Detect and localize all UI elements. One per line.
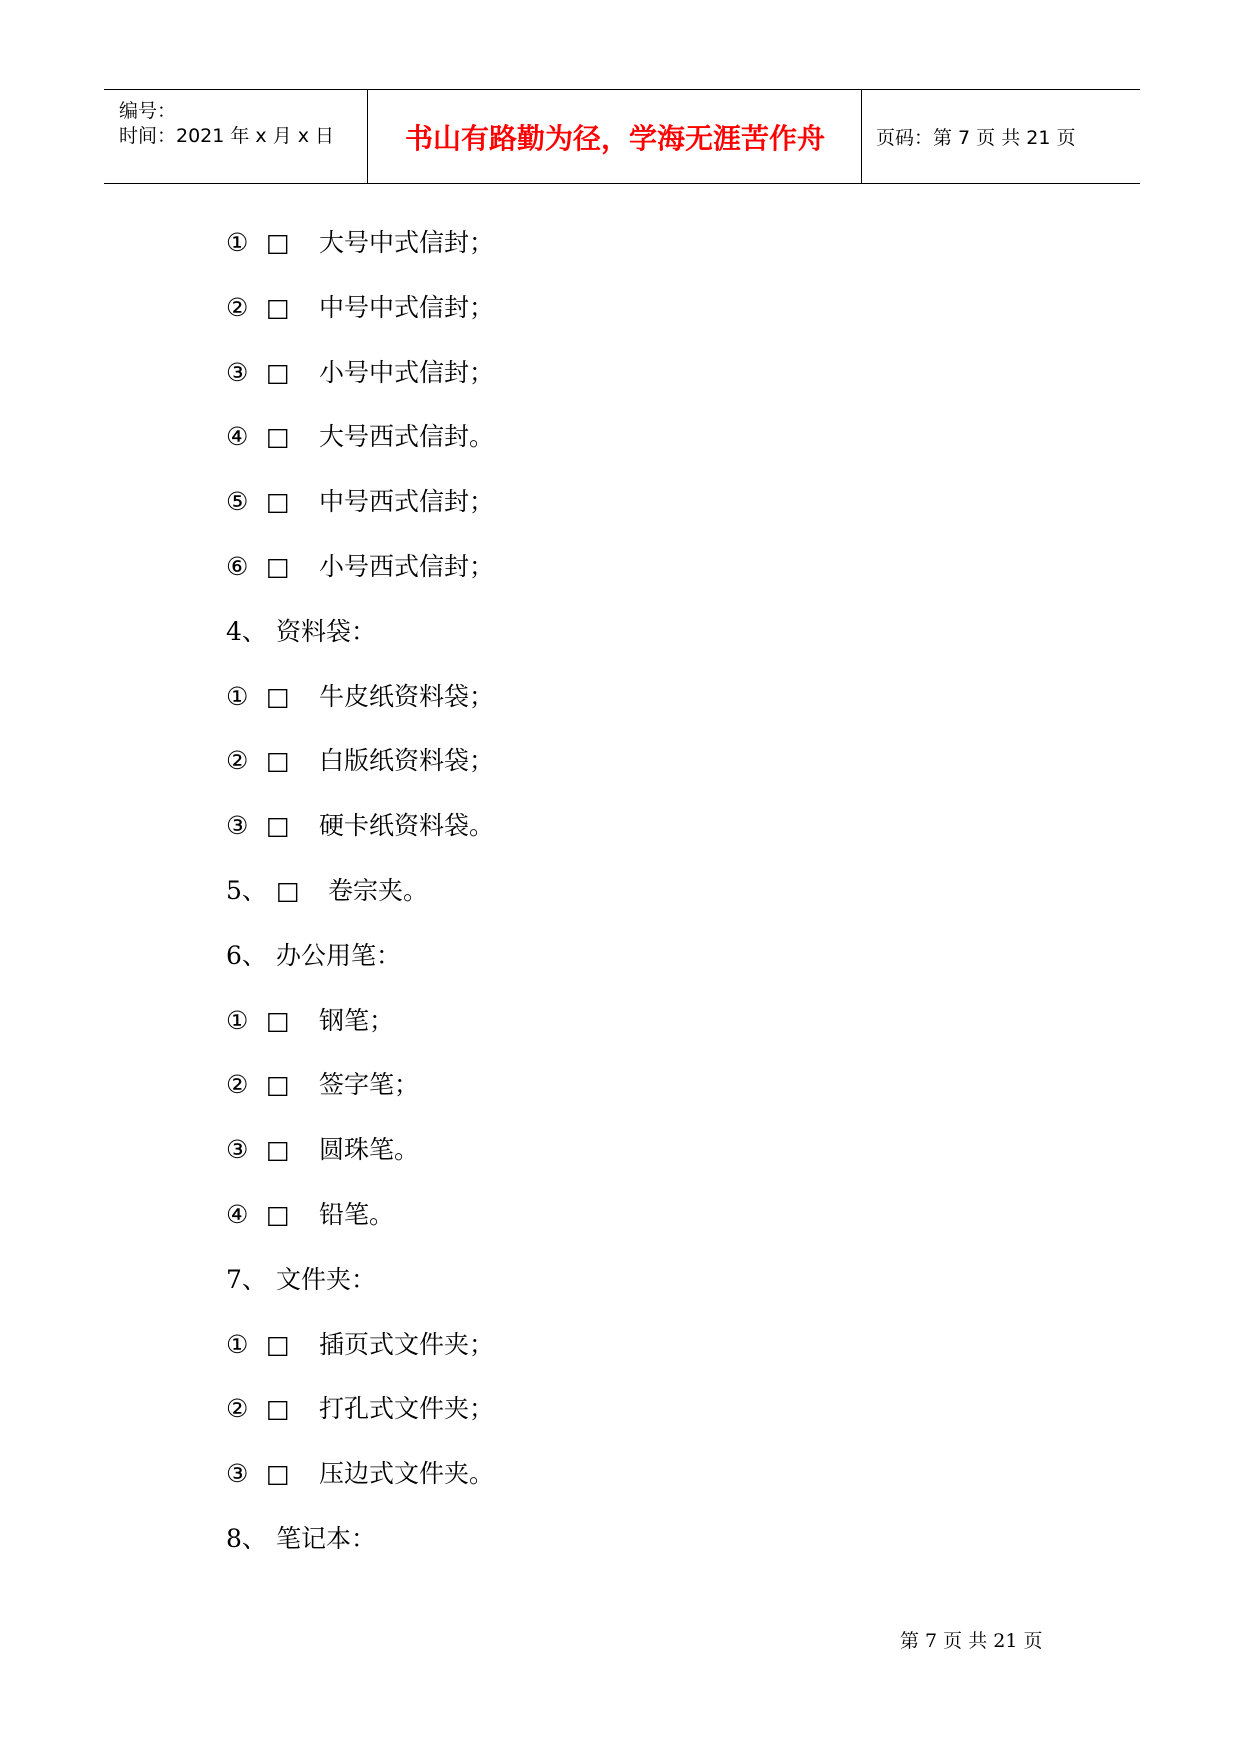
list-item [226, 874, 428, 908]
checkbox[interactable]: □ [266, 1070, 290, 1100]
item-text: 圆珠笔。 [319, 1135, 420, 1165]
item-marker: ④ [226, 1200, 249, 1229]
item-marker: ⑤ [226, 487, 249, 517]
checkbox[interactable]: □ [266, 681, 290, 711]
item-marker: ② [226, 292, 249, 322]
checkbox[interactable]: □ [266, 1200, 290, 1229]
section-number: 7、 [226, 1264, 267, 1294]
list-item [226, 680, 494, 714]
section-number: 6、 [226, 940, 267, 970]
item-text: 卷宗夹。 [328, 876, 429, 905]
section-number: 4、 [226, 616, 267, 646]
item-text: 铅笔。 [319, 1200, 395, 1229]
item-text: 钢笔； [319, 1005, 395, 1035]
item-text: 插页式文件夹； [319, 1329, 495, 1359]
list-item [226, 1392, 494, 1426]
checkbox[interactable]: □ [266, 422, 290, 452]
document-number-label: 编号： [119, 100, 177, 122]
item-marker: ② [226, 746, 249, 776]
item-text: 大号西式信封。 [319, 422, 495, 452]
item-marker: ⑥ [226, 552, 249, 581]
checkbox[interactable]: □ [266, 1329, 290, 1359]
page-header [104, 89, 1140, 184]
item-marker: ③ [226, 811, 249, 841]
list-item [226, 1328, 494, 1362]
item-text: 打孔式文件夹； [319, 1394, 495, 1424]
list-item [226, 1068, 419, 1102]
header-page-cell [862, 90, 1140, 183]
item-marker: ① [226, 1329, 249, 1359]
list-item [226, 291, 494, 325]
list-item [226, 356, 494, 390]
checkbox[interactable]: □ [266, 228, 290, 257]
item-marker: ① [226, 228, 249, 257]
checkbox[interactable]: □ [266, 552, 290, 581]
list-item [226, 1522, 376, 1556]
item-marker: ② [226, 1070, 249, 1100]
item-marker: ③ [226, 1459, 249, 1489]
item-marker: ① [226, 681, 249, 711]
item-text: 资料袋： [276, 616, 377, 646]
item-marker: ② [226, 1394, 249, 1424]
list-item [226, 939, 401, 973]
checkbox[interactable]: □ [266, 357, 290, 387]
checkbox[interactable]: □ [266, 487, 290, 517]
item-text: 白版纸资料袋； [319, 746, 495, 776]
item-marker: ③ [226, 1135, 249, 1165]
item-text: 中号中式信封； [319, 292, 495, 322]
list-item [226, 615, 376, 649]
item-marker: ④ [226, 422, 249, 452]
item-text: 牛皮纸资料袋； [319, 681, 495, 711]
list-item [226, 550, 494, 584]
section-number: 8、 [226, 1524, 267, 1553]
checkbox[interactable]: □ [266, 1005, 290, 1035]
list-item [226, 1198, 394, 1232]
item-text: 办公用笔： [276, 940, 402, 970]
section-number: 5、 [226, 876, 267, 905]
list-item [226, 420, 494, 454]
item-marker: ① [226, 1005, 249, 1035]
item-text: 小号中式信封； [319, 357, 495, 387]
item-text: 文件夹： [276, 1264, 377, 1294]
item-text: 小号西式信封； [319, 552, 495, 581]
list-item [226, 1457, 494, 1491]
checkbox[interactable]: □ [266, 1394, 290, 1424]
item-text: 中号西式信封； [319, 487, 495, 517]
header-page-number: 页码：第 7 页 共 21 页 [876, 127, 1076, 149]
item-text: 签字笔； [319, 1070, 420, 1100]
checkbox[interactable]: □ [266, 746, 290, 776]
checkbox[interactable]: □ [266, 1459, 290, 1489]
header-info-cell [104, 90, 368, 183]
checkbox[interactable]: □ [266, 1135, 290, 1165]
list-item [226, 1263, 376, 1297]
item-text: 笔记本： [276, 1524, 377, 1553]
checkbox[interactable]: □ [276, 876, 300, 905]
checkbox[interactable]: □ [266, 811, 290, 841]
checkbox[interactable]: □ [266, 292, 290, 322]
header-motto-cell [368, 90, 862, 183]
item-text: 大号中式信封； [319, 228, 495, 257]
document-time-label: 时间：2021 年 x 月 x 日 [119, 125, 335, 147]
item-text: 压边式文件夹。 [319, 1459, 495, 1489]
list-item [226, 744, 494, 778]
list-item [226, 1133, 419, 1167]
item-text: 硬卡纸资料袋。 [319, 811, 495, 841]
page-footer: 第 7 页 共 21 页 [900, 1630, 1043, 1652]
list-item [226, 809, 494, 843]
list-item [226, 485, 494, 519]
header-motto: 书山有路勤为径，学海无涯苦作舟 [404, 122, 825, 155]
list-item [226, 226, 494, 260]
list-item [226, 1004, 394, 1038]
item-marker: ③ [226, 357, 249, 387]
